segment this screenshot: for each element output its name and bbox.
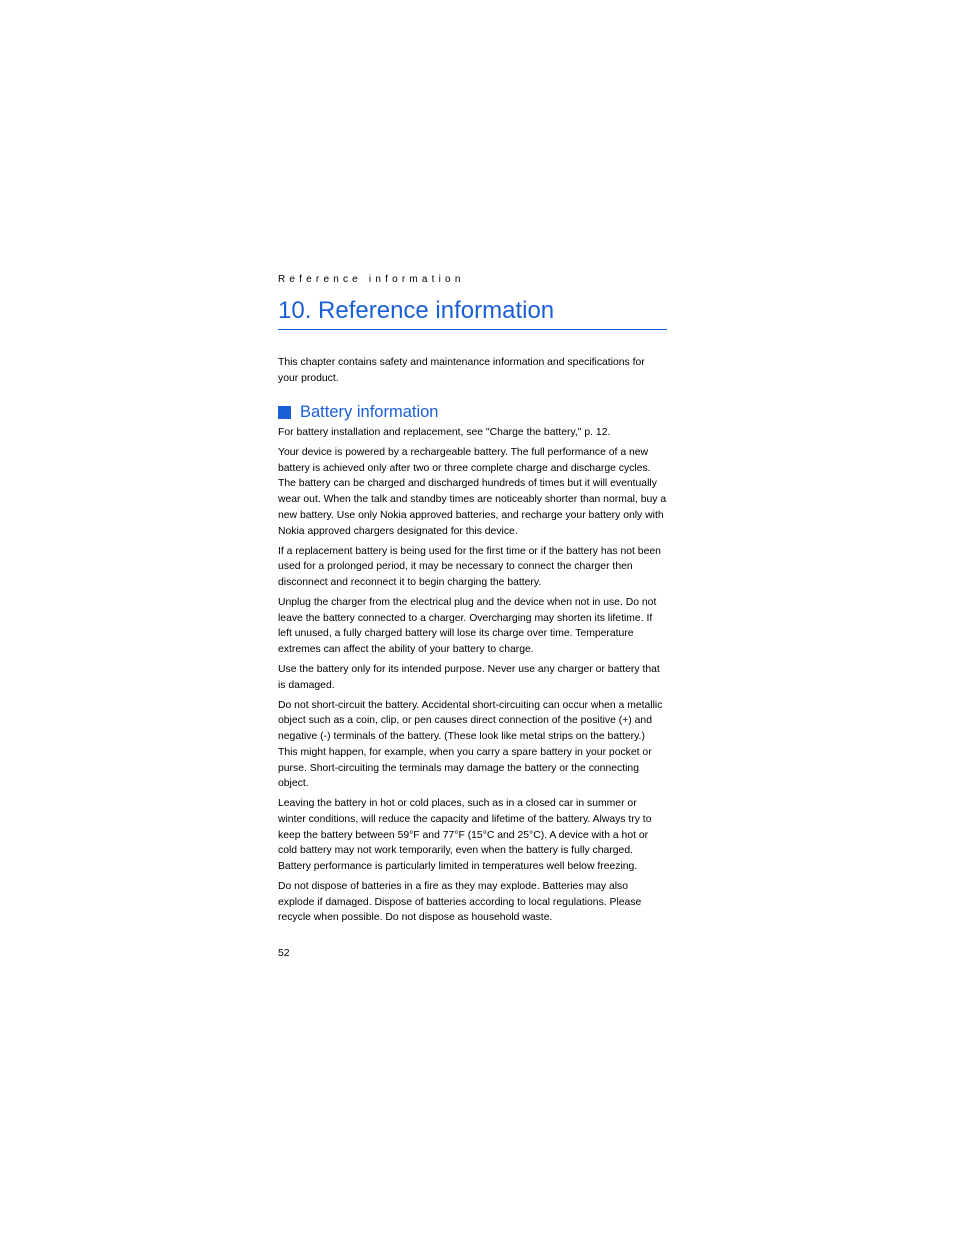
paragraph: Do not short-circuit the battery. Accidental short-circuiting can occur when a metallic object such as a coin, clip, or pen causes direct connection of the positive (+) and negative (-) terminals of the battery. (These look like metal strips on the battery.) This might happen, for example, when you carry a spare battery in your pocket or purse. Short-circuiting the terminals may damage the battery or the connecting object.: [278, 699, 663, 790]
page-number: 52: [278, 948, 290, 959]
paragraph: Your device is powered by a rechargeable battery. The full performance of a new battery is achieved only after two or three complete charge and discharge cycles. The battery can be charged and discharged hundreds of times but it will eventually wear out. When the talk and standby times are noticeably shorter than normal, buy a new battery. Use only Nokia approved batteries, and recharge your battery only with Nokia approved chargers designated for this device.: [278, 447, 667, 537]
paragraph: For battery installation and replacement, see "Charge the battery," p. 12.: [278, 427, 611, 438]
paragraph: Do not dispose of batteries in a fire as they may explode. Batteries may also explode if damaged. Dispose of batteries according to local regulations. Please recycle when possible. Do not dispose as household waste.: [278, 881, 642, 924]
chapter-intro: This chapter contains safety and maintenance information and specifications for your product.: [278, 357, 645, 384]
section-title: Battery information: [300, 403, 439, 421]
paragraph: If a replacement battery is being used for the first time or if the battery has not been used for a prolonged period, it may be necessary to connect the charger then disconnect and reconnect it to begin charging the battery.: [278, 545, 661, 588]
paragraph: Leaving the battery in hot or cold places, such as in a closed car in summer or winter conditions, will reduce the capacity and lifetime of the battery. Always try to keep the battery between 59°F and 77°F (15°C and 25°C). A device with a hot or cold battery may not work temporarily, even when the battery is fully charged. Battery performance is particularly limited in temperatures well below freezing.: [278, 798, 652, 873]
paragraph: Unplug the charger from the electrical plug and the device when not in use. Do not leave the battery connected to a charger. Overcharging may shorten its lifetime. If left unused, a fully charged battery will lose its charge over time. Temperature extremes can affect the ability of your battery to charge.: [278, 596, 657, 656]
chapter-title: 10. Reference information: [278, 296, 667, 330]
paragraph: Use the battery only for its intended purpose. Never use any charger or battery that is damaged.: [278, 664, 660, 691]
running-header: Reference information: [278, 274, 465, 285]
section-heading: [278, 401, 438, 423]
section-bullet-square-icon: [278, 406, 291, 419]
section-body: [278, 425, 667, 930]
